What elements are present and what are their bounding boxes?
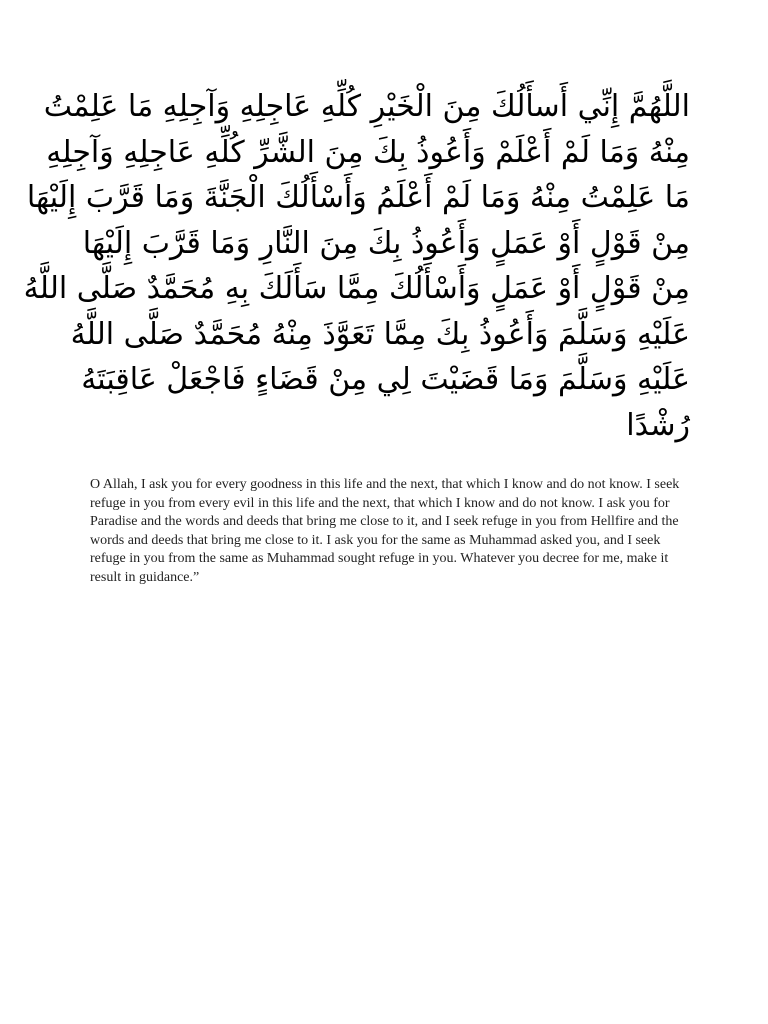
arabic-line-2: مِنْهُ وَمَا لَمْ أَعْلَمْ وَأَعُوذُ بِكَ مِنَ الشَّرِّ كُلِّهِ عَاجِلِهِ وَآجِلِهِ bbox=[46, 134, 690, 170]
arabic-line-7: عَلَيْهِ وَسَلَّمَ وَمَا قَضَيْتَ لِي مِنْ قَضَاءٍ فَاجْعَلْ عَاقِبَتَهُ bbox=[81, 362, 690, 397]
arabic-line-4: مِنْ قَوْلٍ أَوْ عَمَلٍ وَأَعُوذُ بِكَ مِنَ النَّارِ وَمَا قَرَّبَ إِلَيْهَا bbox=[82, 225, 690, 261]
arabic-line-6: عَلَيْهِ وَسَلَّمَ وَأَعُوذُ بِكَ مِمَّا تَعَوَّذَ مِنْهُ مُحَمَّدٌ صَلَّى اللَّهُ bbox=[70, 316, 690, 352]
arabic-line-5: مِنْ قَوْلٍ أَوْ عَمَلٍ وَأَسْأَلُكَ مِمَّا سَأَلَكَ بِهِ مُحَمَّدٌ صَلَّى اللَّهُ bbox=[23, 271, 690, 306]
english-translation: O Allah, I ask you for every goodness in this life and the next, that which I know and do not know. I seek refuge in you from every evil in this life and the next, that which I know and do not know. I ask you for Paradise and the words and deeds that bring me close to it, and I seek refuge in you from Hellfire and the words and deeds that bring me close to it. I ask you for the same as Muhammad asked you, and I seek refuge in you from the same as Muhammad sought refuge in you. Whatever you decree for me, make it result in guidance.” bbox=[90, 477, 680, 585]
arabic-line-3: مَا عَلِمْتُ مِنْهُ وَمَا لَمْ أَعْلَمُ وَأَسْأَلُكَ الْجَنَّةَ وَمَا قَرَّبَ إِلَيْهَا bbox=[26, 180, 690, 215]
arabic-line-8: رُشْدًا bbox=[626, 407, 690, 443]
arabic-supplication bbox=[23, 84, 690, 448]
arabic-line-1: اللَّهُمَّ إِنِّي أَسأَلُكَ مِنَ الْخَيْرِ كُلِّهِ عَاجِلِهِ وَآجِلِهِ مَا عَلِمْتُ bbox=[43, 89, 690, 124]
